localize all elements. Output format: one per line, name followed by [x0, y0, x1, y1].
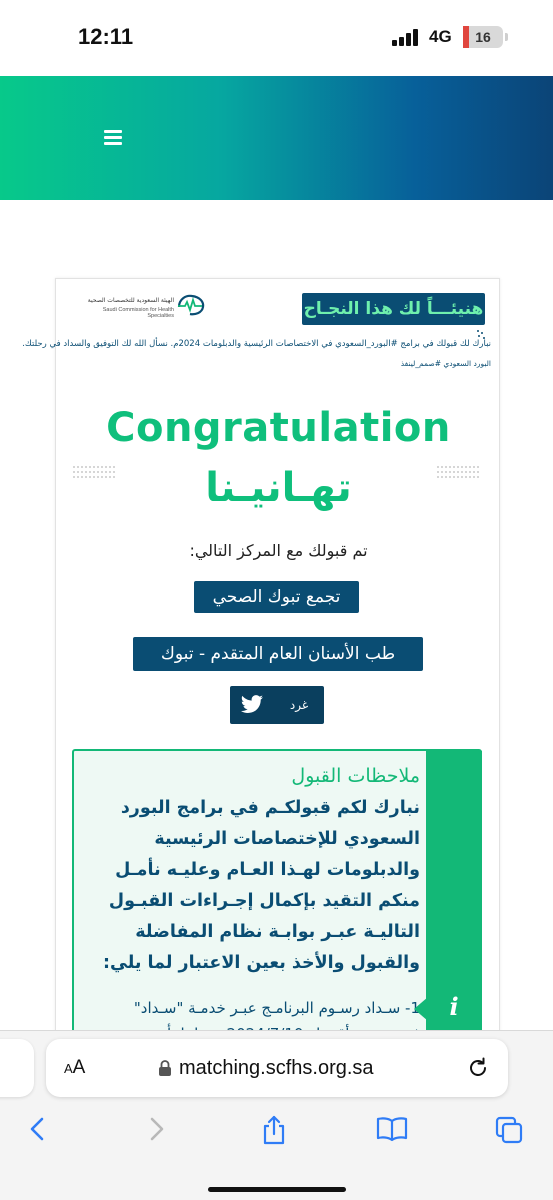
previous-tab-preview[interactable] [0, 1039, 34, 1097]
blessing-text: نبارك لك قبولك في برامج #البورد_السعودي في الاختصاصات الرئيسية والدبلومات 2024م. نسأل الله لك التوفيق والسداد في رحلتك. [22, 339, 491, 349]
status-bar [0, 0, 553, 76]
share-icon [260, 1115, 288, 1145]
info-pointer [414, 997, 428, 1021]
battery-level: 16 [475, 29, 491, 45]
aa-big: A [72, 1057, 86, 1078]
logo-english-name: Saudi Commission for Health Specialties [102, 307, 174, 319]
hamburger-menu-icon[interactable] [104, 130, 122, 146]
center-badge: تجمع تبوك الصحي [194, 581, 359, 613]
bookmarks-icon [376, 1115, 408, 1143]
tabs-button[interactable] [488, 1109, 528, 1153]
lock-icon [158, 1059, 172, 1077]
program-badge: طب الأسنان العام المتقدم - تبوك [133, 637, 423, 671]
address-bar[interactable] [46, 1039, 508, 1097]
success-banner: هنيئـــاً لك هذا النجـاح [302, 293, 485, 325]
notes-body [82, 765, 420, 979]
forward-button[interactable] [136, 1109, 176, 1153]
url-text[interactable]: matching.scfhs.org.sa [179, 1057, 374, 1079]
notes-title: ملاحظات القبول [291, 765, 420, 787]
forward-icon [142, 1115, 170, 1143]
notes-item-line-1: 1- سـداد رسـوم البرنامـج عبـر خدمـة "سـداد" [133, 999, 420, 1017]
reload-icon[interactable] [466, 1056, 490, 1080]
aa-small: A [64, 1061, 73, 1076]
battery-icon [463, 26, 503, 48]
congratulation-arabic-title: تهـانيـنا [205, 465, 352, 511]
signal-strength-icon [392, 29, 422, 46]
hashtag-text: البورد السعودي #صمم_لينفذ [400, 359, 491, 368]
main-content [0, 200, 553, 1030]
info-icon: i [449, 992, 459, 1021]
browser-bottom-bar [0, 1030, 553, 1200]
tweet-label: غرد [289, 698, 309, 712]
tabs-icon [494, 1115, 524, 1145]
battery-cap [505, 33, 508, 41]
share-button[interactable] [254, 1109, 294, 1153]
tweet-button[interactable] [230, 686, 324, 724]
home-indicator [208, 1187, 346, 1192]
network-type: 4G [429, 27, 452, 46]
acceptance-card [22, 278, 500, 1038]
bookmarks-button[interactable] [370, 1109, 410, 1153]
scfhs-logo [78, 293, 208, 321]
notes-text: نبارك لكم قبولكـم في برامج البورد السعودي للإختصاصات الرئيسية والدبلومات لهـذا العـام وعليـه نأمـل منكم التقيد بإكمال إجـراءات القبـول التاليـة عبـر بوابـة نظام المفاضلة والقبول والأخذ بعين الاعتبار لما يلي: [103, 798, 420, 973]
reader-settings-button[interactable] [64, 1039, 85, 1097]
browser-toolbar [0, 1109, 553, 1159]
logo-arabic-name: الهيئة السعودية للتخصصات الصحية [87, 297, 174, 304]
back-icon [24, 1115, 52, 1143]
acceptance-intro: تم قبولك مع المركز التالي: [189, 541, 368, 560]
scfhs-logo-icon [176, 293, 206, 317]
status-time: 12:11 [78, 24, 134, 49]
acceptance-notes-box [72, 749, 482, 1039]
site-header [0, 76, 553, 200]
congratulation-title: Congratulation [106, 405, 451, 451]
back-button[interactable] [18, 1109, 58, 1153]
twitter-bird-icon [240, 695, 264, 715]
